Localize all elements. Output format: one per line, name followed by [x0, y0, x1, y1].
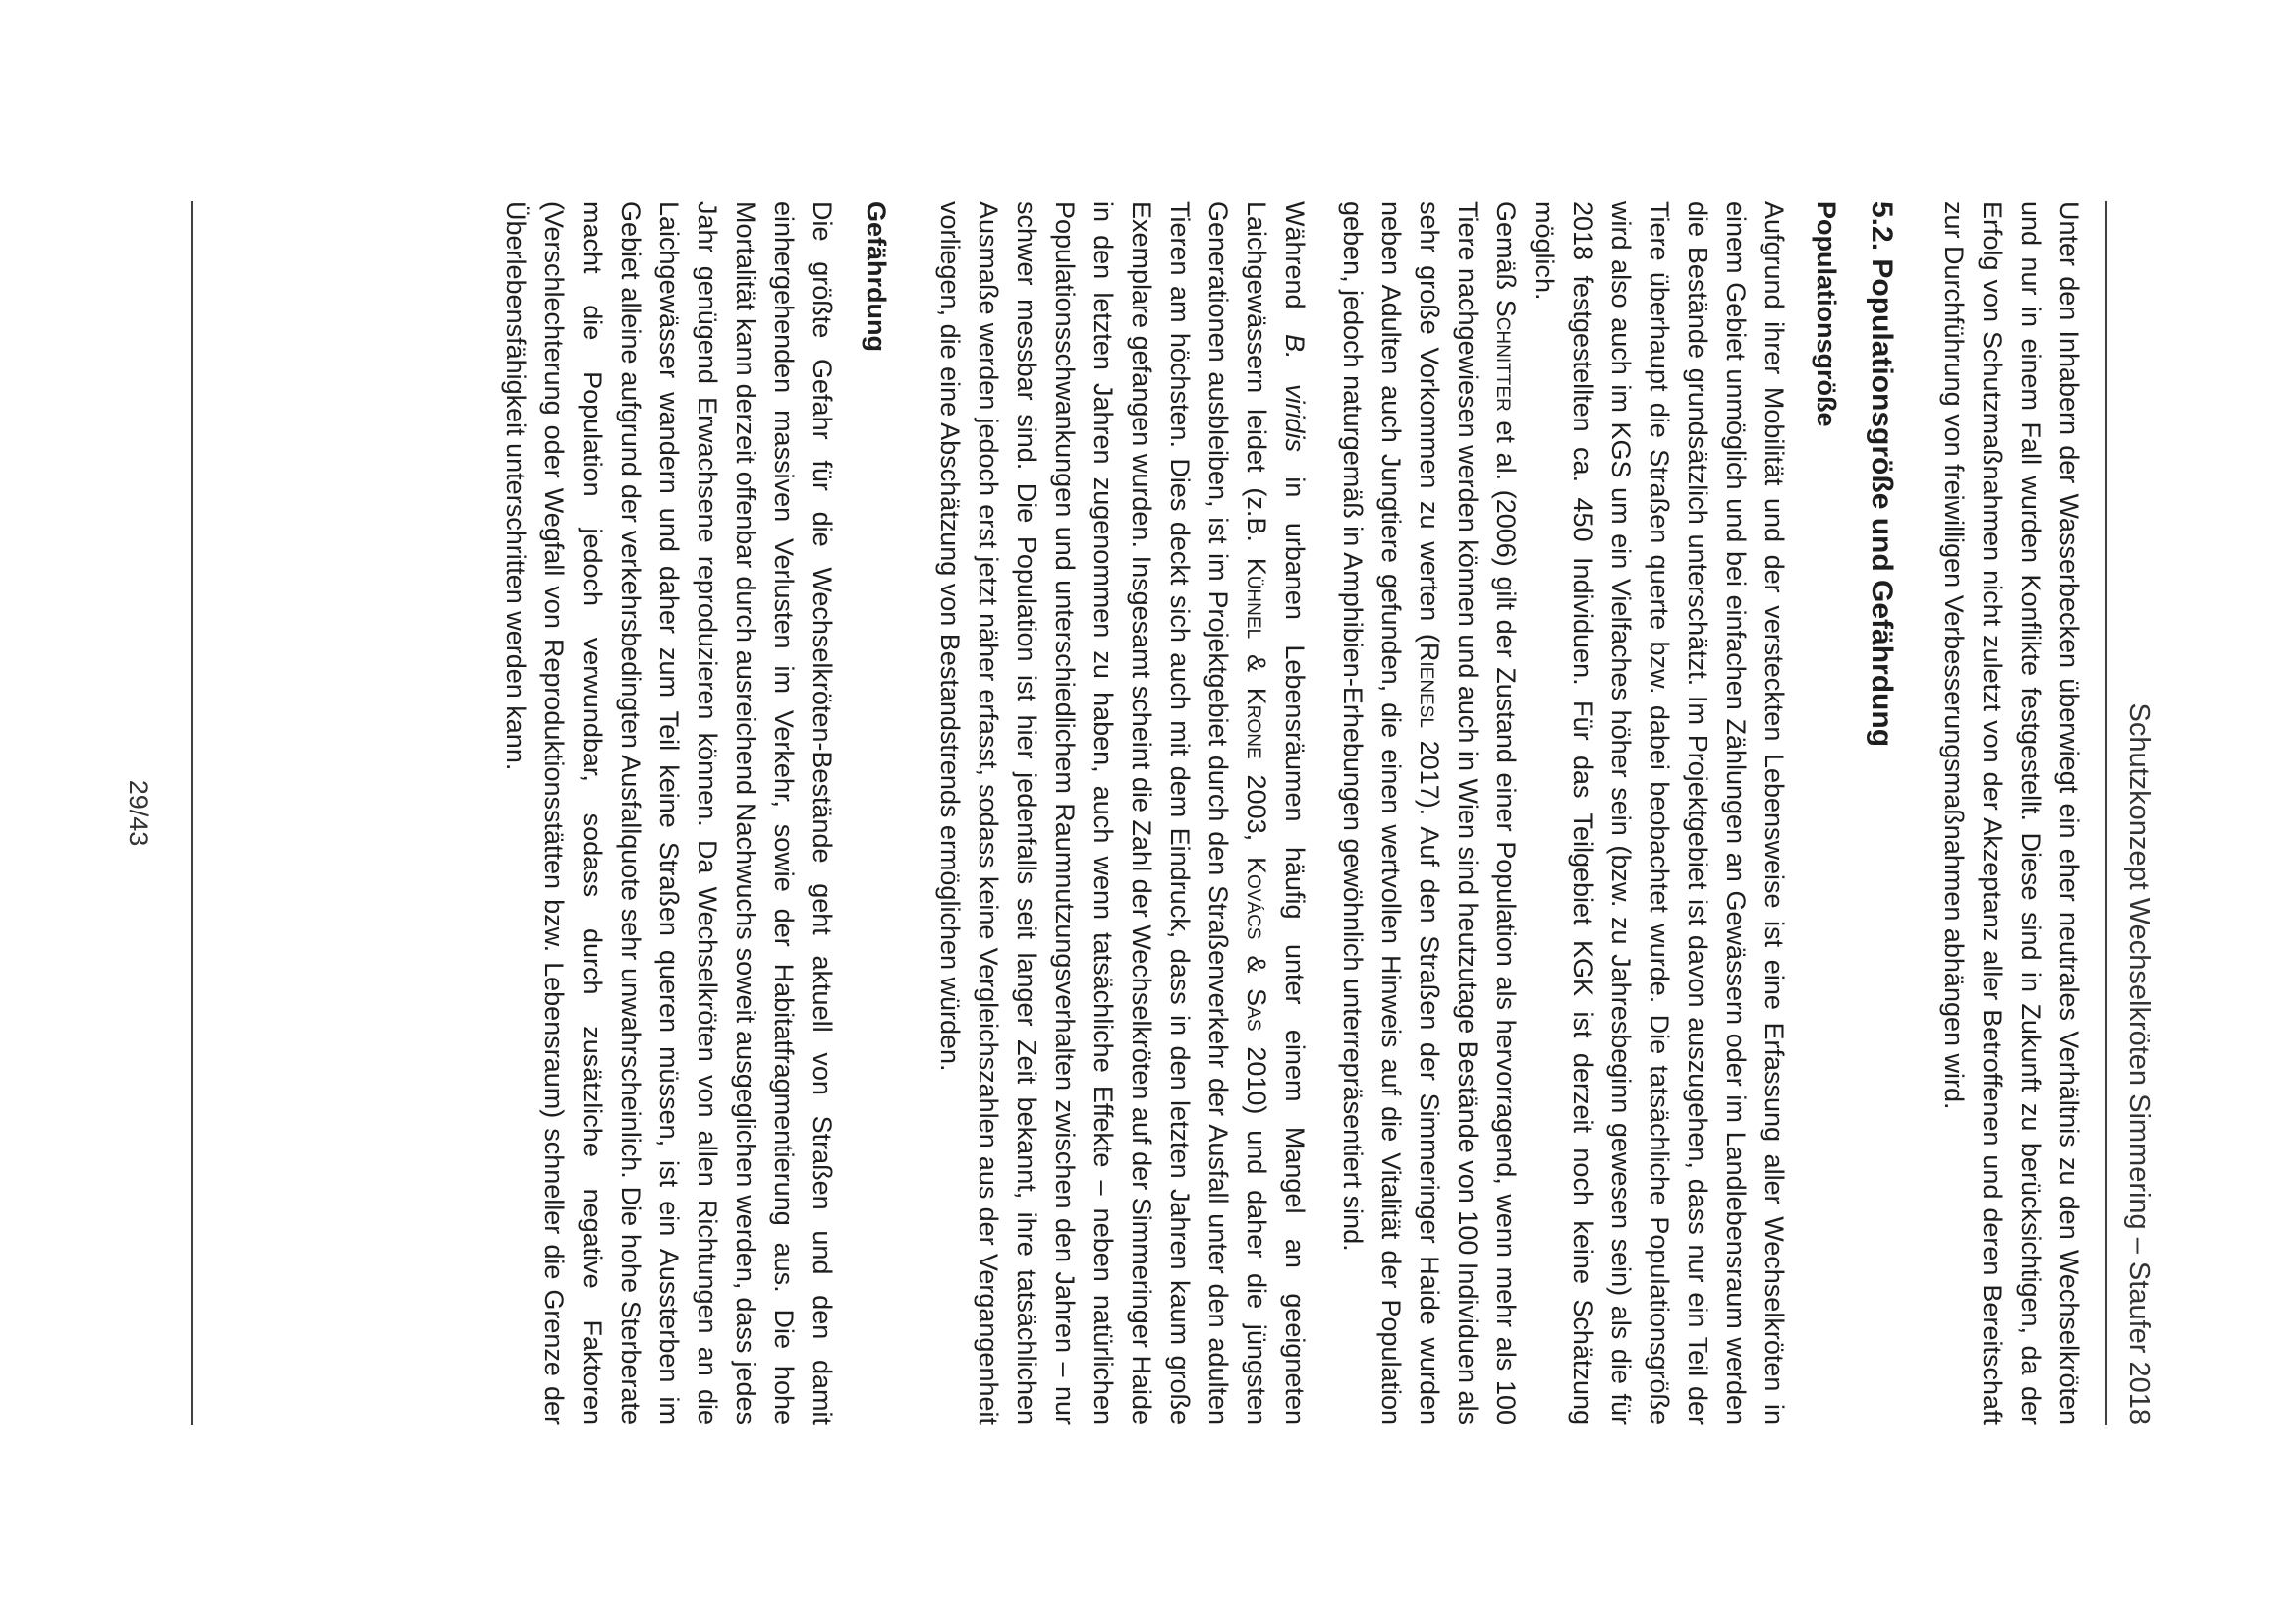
- citation-author: Rienesl: [1415, 642, 1444, 728]
- intro-paragraph: Unter den Inhabern der Wasserbecken überwiegt ein eher neutrales Verhältnis zu den Wechselkröten und nur in einem Fall wurden Konflikte festgestellt. Diese sind in Zukunft zu berücksichtigen, da der Erfolg von Schutzmaßnahmen nicht zuletzt von der Akzeptanz aller Betroffenen und deren Bereitschaft zur Durchführung von freiwilligen Verbesserungsmaßnahmen abhängen wird.: [1939, 201, 2084, 1425]
- populationsgroesse-body: [930, 201, 1793, 1425]
- paragraph-urban: Während B. viridis in urbanen Lebensräumen häufig unter einem Mangel an geeigneten Laichgewässern leidet (z.B. Kühnel & Krone 2003, Kovács & Sas 2010) und daher die jüngsten Generationen ausbleiben, ist im Projektgebiet durch den Straßenverkehr der Ausfall unter den adulten Tieren am höchsten. Dies deckt sich auch mit dem Eindruck, dass in den letzten Jahren kaum große Exemplare gefangen wurden. Insgesamt scheint die Zahl der Wechselkröten auf der Simmeringer Haide in den letzten Jahren zugenommen zu haben, auch wenn tatsächliche Effekte – neben natürlichen Populationsschwankungen und unterschiedlichem Raumnutzungsverhalten zwischen den Jahren – nur schwer messbar sind. Die Population ist hier jedenfalls seit langer Zeit bekannt, ihre tatsächlichen Ausmaße werden jedoch erst jetzt näher erfasst, sodass keine Vergleichszahlen aus der Vergangenheit vorliegen, die eine Abschätzung von Bestandstrends ermöglichen würden.: [935, 201, 1310, 1425]
- citation-author: Sas: [1242, 988, 1271, 1032]
- citation-author: Schnitter: [1491, 299, 1521, 412]
- paragraph-mobility: Aufgrund ihrer Mobilität und der versteckten Lebensweise ist eine Erfassung aller Wechselkröten in einem Gebiet unmöglich und bei einfachen Zählungen an Gewässern oder im Landlebensraum werden die Bestände grundsätzlich unterschätzt. Im Projektgebiet ist davon auszugehen, dass nur ein Teil der Tiere überhaupt die Straßen querte bzw. dabei beobachtet wurde. Die tatsächliche Populationsgröße wird also auch im KGS um ein Vielfaches höher sein (bzw. zu Jahresbeginn gewesen sein) als die für 2018 festgestellten ca. 450 Individuen. Für das Teilgebiet KGK ist derzeit noch keine Schätzung möglich.: [1530, 201, 1789, 1425]
- running-header: Schutzkonzept Wechselkröten Simmering – Staufer 2018: [2123, 702, 2155, 1425]
- subsection-heading-populationsgroesse: Populationsgröße: [1812, 201, 1841, 427]
- citation-author: Krone: [1242, 687, 1271, 759]
- page-number: 29/43: [124, 779, 153, 847]
- section-heading-block: [1863, 201, 1901, 1425]
- subsection-heading-block: [1807, 201, 1845, 1425]
- intro-block: [1934, 201, 2088, 1425]
- footer-rule: [191, 201, 193, 1425]
- species-name: B. viridis: [1280, 334, 1310, 452]
- gefaehrdung-body: [496, 201, 841, 1425]
- subsection-heading-gefaehrdung: Gefährdung: [862, 201, 891, 352]
- section-heading: 5.2. Populationsgröße und Gefährdung: [1866, 201, 1898, 748]
- citation-author: Kühnel: [1242, 557, 1271, 640]
- paragraph-zustand: Gemäß Schnitter et al. (2006) gilt der Zustand einer Population als hervorragend, wenn mehr als 100 Tiere nachgewiesen werden können und auch in Wien sind heutzutage Bestände von 100 Individuen als sehr große Vorkommen zu werten (Rienesl 2017). Auf den Straßen der Simmeringer Haide wurden neben Adulten auch Jungtiere gefunden, die einen wertvollen Hinweis auf die Vitalität der Population geben, jedoch naturgemäß in Amphibien-Erhebungen gewöhnlich unterrepräsentiert sind.: [1338, 201, 1521, 1425]
- paragraph-gefaehrdung: Die größte Gefahr für die Wechselkröten-Bestände geht aktuell von Straßen und den damit einhergehenden massiven Verlusten im Verkehr, sowie der Habitatfragmentierung aus. Die hohe Mortalität kann derzeit offenbar durch ausreichend Nachwuchs soweit ausgeglichen werden, dass jedes Jahr genügend Erwachsene reproduzieren können. Da Wechselkröten von allen Richtungen an die Laichgewässer wandern und daher zum Teil keine Straßen queren müssen, ist ein Aussterben im Gebiet alleine aufgrund der verkehrsbedingten Ausfallquote sehr unwahrscheinlich. Die hohe Sterberate macht die Population jedoch verwundbar, sodass durch zusätzliche negative Faktoren (Verschlechterung oder Wegfall von Reproduktionsstätten bzw. Lebensraum) schneller die Grenze der Überlebensfähigkeit unterschritten werden kann.: [501, 201, 837, 1425]
- header-rule: [2105, 201, 2107, 1425]
- subsection-heading-gefaehrdung-block: [857, 201, 895, 1425]
- citation-author: Kovács: [1242, 856, 1271, 940]
